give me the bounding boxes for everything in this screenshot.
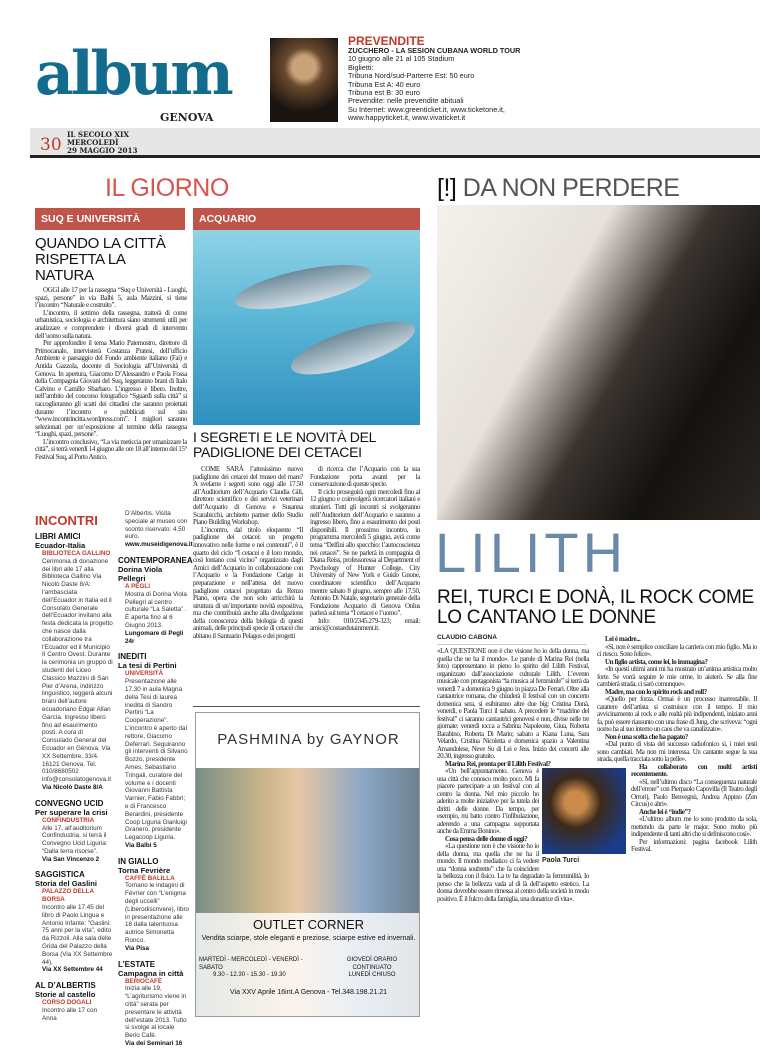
event-address: Lungomare di Pegli 24r <box>125 629 184 645</box>
paragraph: Info: 010/2345.279-323; email: amici@costaedutainment.it. <box>310 616 420 633</box>
event-text: Tornano le indagini di Févrìer con “L’enigma degli uccelli” (Liberodiscrivere), libro in presentazione alle 18 dalla talentuosa autrice Simonetta Ronco. <box>125 882 190 945</box>
event-listing <box>35 799 113 864</box>
event-title: Dorina Viola Pellegri <box>118 564 163 583</box>
paragraph: L’incontro, dal titolo eloquente “Il padiglione dei cetacei: un progetto innovativo nelle forme e nei contenuti”, è il quarto del ciclo “I cetacei e il loro mondo, così lontano così vicino” organizzato dagli Amici dell’Acquario in collaborazione con l’Acquario e la Fondazione Carige in preparazione e nell’attesa del nuovo padiglione cetacei progettato da Renzo Piano, opera che non solo arricchirà la struttura di un’importante novità espositiva, ma che contribuirà anche alla divulgazione della conoscenza della biologia di questi animali, delle principali specie di cetacei che abitano il Santuario Pelagos e dei progetti <box>193 525 303 641</box>
event-venue: CAFFÈ BALILLA <box>125 874 175 882</box>
event-category: L’ESTATE <box>118 959 156 969</box>
event-address: www.museidigenova.it <box>125 541 193 549</box>
interview-answer: «L’ultimo album me lo sono prodotto da sola, mettendo da parte le major. Sono molto più indipendente di tanti altri che si definiscono così». <box>631 815 757 838</box>
event-title: Ecuador-Italia <box>35 541 86 550</box>
prevendite-line: Prevendite: nelle prevendite abituali <box>348 96 464 106</box>
suq-headline: QUANDO LA CITTÀ RISPETTA LA NATURA <box>35 235 166 284</box>
event-text: Presentazione alle 17.30 in aula Magna della Tesi di laurea inedita di Sandro Pertini “La Cooperazione”. L’incontro è aperto dal rettore, Giacomo Deferrari. Seguiranno gli interventi di Silvano Bozzo, presidente Ames, Sebastiano Tringali, curatore del volume e i docenti Giovanni Battista Varnier, Fabio Fabbri; e di Francesco Berardini, presidente Coop Liguria Gianluigi Granero, presidente Legacoop Liguria. <box>125 678 188 842</box>
event-listing <box>35 870 113 974</box>
event-venue: CORSO DOGALI <box>42 999 92 1007</box>
suq-article <box>35 236 187 462</box>
interview-answer: «Sì, nell’ultimo disco “La conseguenza naturale dell’errore” con Pierpaolo Capovilla (Il Teatro degli Orrori), Paolo Benvegnù, Andrea Appino (Zen Circus) e altri». <box>631 777 757 808</box>
acquario-columns <box>193 466 420 641</box>
interview-question: Lei è madre... <box>605 635 641 643</box>
paola-turci-photo <box>542 768 626 854</box>
interview-question: Madre, ma con lo spirito rock and roll? <box>605 687 707 696</box>
event-address: Via Balbi 5 <box>125 841 157 849</box>
paragraph: COME SARÀ l’attesissimo nuovo padiglione dei cetacei del museo del mare? A svelarne i segreti sono oggi alle 17.50 all’Auditorium dell’Acquario Claudia Gili, direttore scientifico e dei servizi veterinari dell’Acquario di Genova e Susanna Scarabicchi, architetto partner dello Studio Piano Building Workshop. <box>193 465 303 527</box>
event-address: Via Pisa <box>125 944 150 952</box>
event-listing <box>118 555 193 645</box>
album-logo: album <box>35 39 231 109</box>
interview-question: Un figlio artista, come lei, lo immagina? <box>605 657 708 666</box>
event-venue: A PEGLI <box>125 582 150 590</box>
incontri-title: INCONTRI <box>35 513 98 528</box>
acquario-col-2 <box>310 466 420 641</box>
prevendite-line: Biglietti: <box>348 62 374 72</box>
event-listing <box>35 981 113 1022</box>
event-text: Inizia alle 19, “L’agriturismo viene in città” serata per presentare le attività dell’estate 2013. Tutto si svolge al locale Berio Café. <box>125 985 187 1040</box>
section-il-giorno: IL GIORNO <box>105 174 229 202</box>
event-category: SAGGISTICA <box>35 870 85 880</box>
event-listing <box>118 510 193 549</box>
incontri-col-1 <box>35 518 113 1023</box>
ad-hours-monday: LUNEDÌ CHIUSO <box>348 972 396 978</box>
event-listing <box>118 652 190 849</box>
lilith-kicker: LILITH <box>435 521 628 584</box>
interview-answer: «Dal punto di vista del successo radiofonico sì, i miei testi sono cambiati. Ma non mi interessa. Un cantante segue la sua strada, quella tracciata sotto la pelle». <box>597 740 757 763</box>
photo-caption: Paola Turci <box>542 856 586 865</box>
interview-answer: Per informazioni: pagina facebook Lilith Festival. <box>631 837 757 853</box>
acquario-headline: I SEGRETI E LE NOVITÀ DEL PADIGLIONE DEI CETACEI <box>193 429 376 460</box>
event-title: La tesi di Pertini <box>118 661 177 671</box>
logo-city: GENOVA <box>160 111 214 124</box>
ad-hours-days: MARTEDÌ - MERCOLEDÌ - VENERDÌ - SABATO <box>199 957 303 971</box>
dolphins-photo <box>193 230 420 425</box>
paragraph: L’incontro, il settimo della rassegna, tratterà di come urbanistica, sociologia e architettura siano strumenti utili per analizzare e comprendere i diversi gradi di intervento dell’uomo sulla natura. <box>35 308 187 340</box>
prevendite-line: Tribuna Est A: 40 euro <box>348 79 421 89</box>
event-title: Torna Fevrière <box>118 865 171 875</box>
prevendite-box <box>348 35 520 123</box>
prevendite-event: ZUCCHERO - LA SESION CUBANA WORLD TOUR <box>348 46 521 55</box>
article-intro: «LA QUESTIONE non è che visione ho io della donna, ma quella che ne ha il mondo». Le parole di Marina Rei (nella foto) rappresentano in pieno lo spirito del Lilith Festival, organizzato dall’associazione culturale Lilith. L’evento musicale con protagonista “la musica al femminile” si terrà da venerdì 7 a domenica 9 giugno in piazza De Ferrari. Oltre alla cantautrice romana, che chiuderà il festival con un concerto domenica sera, si esibiranno altre due big: Cristina Donà, venerdì, e Paola Turci il sabato. A precedere le “madrine del festival” ci saranno cantautrici genovesi e non, divise nelle tre giornate: venerdì tocca a Sabrina Napoleone, Giua, Roberta Barabino, Roberta Di Mario; sabato a Kiana Luna, Sara Velardo, Cristina Nicoletta e domenica spazio a Valentina Amandolese, Neve Su di Lei e Jess. Inizio dei concerti alle 20.30, ingresso gratuito. <box>437 647 589 760</box>
paragraph: L’incontro conclusivo, “La via meticcia per umanizzare la città”, si terrà venerdì 14 giugno alle ore 18 all’interno del 15° Festival Suq, al Porto Antico. <box>35 437 187 462</box>
ad-hours-right <box>324 957 420 980</box>
section-da-non-perdere <box>437 176 679 201</box>
event-listing <box>35 532 113 792</box>
event-title: Storie al castello <box>35 990 96 1000</box>
event-category: INEDITI <box>118 652 147 662</box>
paragraph: Per approfondire il tema Mario Paternostro, direttore di Primocanale, intervisterà Costanza Pratesi, dell’ufficio Ambiente e paesaggio del Fondo ambiente italiano (Fai) e Antida Gazzola, docente di Sociologia all’Università di Genova. In apertura, Giacomo D’Alessandro e Paola Fossa della Compagnia Giovani del Suq, leggeranno brani di Italo Calvino e Camillo Sbarbaro. L’ingresso è libero. Inoltre, nell’ambito del concorso fotografico “Sguardi sulla città” si raccoglieranno gli scatti dei cittadini che saranno proiettati durante l’incontro e pubblicati sul sito “www.incontrincitta.wordpress.com”. I migliori saranno selezionati per un’esposizione al termine della rassegna “Luoghi, spazi, persone”. <box>35 339 187 439</box>
event-text: Mostra di Dorina Viola Pellegri al centro culturale “La Saletta” . È aperta fino al 6 Giugno 2013. <box>125 590 187 629</box>
event-venue: CONFINDUSTRIA <box>42 816 95 824</box>
prevendite-title: PREVENDITE <box>348 34 425 48</box>
event-address: Via San Vincenzo 2 <box>42 855 100 863</box>
event-text: Cerimonia di donazione dei libri alle 17 alla Biblioteca Gallino Via Nicolò Daste 8/A: l’ambasciata dell’Ecuador in Italia ed il Consolato Generale dell’Ecuador invitano alla festa dedicata la progetto che nasce dalla collaborazione tra l’Ecuador ed il Municipio II Centro Ovest. Durante la cerimonia un gruppo di studenti del Liceo Classico Mazzini di San Pier d’Arena, indirizzo linguistico, leggerà alcuni brani dell’autore ecuadoriano Edgar Allan García. Ingresso libero fino ad esaurimento posti. A cura di Consulado General del Ecuador en Génova. Via XX Settembre, 33/4. 16121 Genova. Tel. 010/8680502 info@consolatogenova.it <box>42 557 113 784</box>
event-text: D’Albertis. Visita speciale al museo con sconto riservato: 4.50 euro. <box>125 510 188 541</box>
acquario-col-1 <box>193 466 303 641</box>
paragraph: Il ciclo proseguirà ogni mercoledì fino al 12 giugno e coinvolgerà ricercatori italiani e stranieri. Tutti gli incontri si svolgeranno nell’Auditorium dell’Acquario e saranno a ingresso libero, fino a esaurimento dei posti disponibili. Il prossimo incontro, in programma mercoledì 5 giugno, avrà come tema “Delfini allo specchio: l’autocoscienza nei cetacei”. Se ne parlerà in compagnia di Diana Reiss, professoressa al Department of Psychology of Hunter College, City University of New York e Guido Gnone, coordinatore scientifico dell’Acquario mentre sabato 8 giugno, sempre alle 17.50, Antonio Di Natale, segretario generale della Fondazione Acquario di Genova Onlus parlerà sul tema “I cetacei e l’uomo”. <box>310 487 420 618</box>
event-text: Incontro alle 17 con Anna <box>42 1007 97 1022</box>
interview-question: Anche lei è “indie”? <box>639 807 691 816</box>
divider <box>193 706 420 707</box>
prevendite-line: Su Internet: www.greenticket.it, www.ticketone.it, <box>348 104 505 114</box>
ad-hours-left <box>196 957 324 980</box>
event-listing <box>118 857 190 953</box>
ad-brand: PASHMINA by GAYNOR <box>217 731 400 748</box>
incontri-col-2 <box>118 510 193 1048</box>
ad-hours-thursday: GIOVEDÌ ORARIO CONTINUATO <box>346 957 398 971</box>
interview-question: Non è una scelta che ha pagato? <box>605 732 688 741</box>
paragraph: di ricerca che l’Acquario con la sua Fondazione porta avanti per la conservazione di queste specie. <box>310 465 420 489</box>
ad-tagline: Vendita sciarpe, stole eleganti e preziose, sciarpe estive ed invernali. <box>201 935 416 942</box>
tag-acquario: ACQUARIO <box>193 208 420 230</box>
interview-question: Marina Rei, pronta per il Lilith Festival? <box>445 759 551 768</box>
event-text: Alle 17, all’auditorium Confindustria, si terrà il Convegno Ucid Liguria: “Dalla terra risorse”. <box>42 824 108 855</box>
ad-address: Via XXV Aprile 16int.A Genova - Tel.348.198.21.21 <box>230 989 387 996</box>
paragraph: OGGI alle 17 per la rassegna “Suq e Università - Luoghi, spazi, persone” in via Balbi 5, aula Mazzini, si tiene l’incontro “Naturale e costruito”. <box>35 286 187 310</box>
suq-body <box>35 287 187 462</box>
ad-title: OUTLET CORNER <box>253 917 364 932</box>
marina-rei-photo <box>437 205 760 520</box>
prevendite-line: Tribuna Nord/sud-Parterre Est: 50 euro <box>348 71 475 81</box>
event-category: CONVEGNO UCID <box>35 798 104 808</box>
prevendite-line: Tribuna est B: 30 euro <box>348 88 420 98</box>
ad-hours-times: 9.30 - 12.30 - 15.30 - 19.30 <box>213 972 286 978</box>
event-venue: PALAZZO DELLA BORSA <box>42 888 94 904</box>
interview-answer: «In questi ultimi anni mi ha mostrato un’anima artistica molto forte. Se vorrà seguire le mie orme, lo aiuterò. Se alla fine cambierà strada, ci sarò comunque». <box>597 665 757 688</box>
interview-answer: «La questione non è che visione ho io della donna, ma quella che ne ha il mondo. Il mondo mediatico ci fa vedere una “donna soubrette” che fa coincidere la bellezza con il fisico. La tv ha degradato la femminilità. Io penso che la bellezza vada al di là dell’aspetto estetico. La donna dovrebbe essere rimessa al centro della società in modo positivo. È il fulcro della famiglia, una donatrice di vita». <box>437 842 589 903</box>
interview-answer: «Sì, non è semplice conciliare la carriera con mio figlio. Ma io ci riesco. Sono felice». <box>597 642 757 658</box>
event-address: Via Nicolò Daste 8/A <box>42 783 103 791</box>
event-category: AL D’ALBERTIS <box>35 981 96 991</box>
date: 29 MAGGIO 2013 <box>67 146 138 155</box>
masthead-band <box>30 128 760 158</box>
lilith-headline: REI, TURCI E DONÀ, IL ROCK COME LO CANTANO LE DONNE <box>437 587 754 628</box>
section-title: DA NON PERDERE <box>462 174 680 202</box>
event-category: IN GIALLO <box>118 856 159 866</box>
interview-answer: «Un bell’appuntamento. Genova è una città che conosco molto poco. Mi fa piacere partecipare a un festival con al centro la donna. Nel mio piccolo ho aderito a molte iniziative per la tutela dei diritti delle donne. Da tempo, per esempio, mi batto contro l’infibulazione, aderendo a una campagna supportata anche da Emma Bonino». <box>437 767 539 835</box>
interview-question: Ha collaborato con molti artisti recentemente. <box>631 762 757 778</box>
tag-suq: SUQ E UNIVERSITÀ <box>35 208 185 230</box>
exclamation-mark: [!] <box>437 174 457 202</box>
byline: CLAUDIO CABONA <box>437 634 587 645</box>
prevendite-line: 10 giugno alle 21 al 105 Stadium <box>348 54 455 64</box>
paper-name: IL SECOLO XIX <box>67 130 129 139</box>
event-text: Incontro alle 17.45 del libro di Paolo Lingua e Antonio Infante: “Gaslini: 75 anni per la vita”, edito da Rizzoli. Alla sala delle Grida del Palazzo della Borsa (Via XX Settembre 44). <box>42 904 113 966</box>
prevendite-line: www.happyticket.it, www.vivaticket.it <box>348 113 466 123</box>
event-address: Via dei Seminari 16 <box>125 1040 183 1048</box>
event-venue: BERIOCAFÈ <box>125 977 163 985</box>
event-category: LIBRI AMICI <box>35 532 81 541</box>
acquario-article <box>193 430 420 641</box>
interview-answer: «Quello per forza. Ormai è un processo inarrestabile. Il carattere dell’artista si costruisce con il tempo. Il mio avvicinamento al rock e alle realtà più indipendenti, iniziato anni fa, può essere riassunto con una frase di Jung, che scriveva: “ogni uomo ha al suo interno un caos che va canalizzato». <box>597 695 757 733</box>
event-venue: UNIVERSITÀ <box>125 670 164 678</box>
masthead <box>67 131 137 155</box>
event-category: CONTEMPORANEA <box>118 555 193 565</box>
weekday: MERCOLEDÌ <box>67 138 119 147</box>
event-title: Storia del Gaslini <box>35 879 98 889</box>
event-listing <box>118 960 190 1048</box>
event-address: Via XX Settembre 44 <box>42 966 103 974</box>
outlet-corner-ad <box>195 712 420 1017</box>
interview-question: Cosa pensa delle donne di oggi? <box>445 834 528 843</box>
event-title: Per superare la crisi <box>35 807 108 817</box>
event-title: Campagna in città <box>118 968 184 978</box>
zucchero-photo <box>270 38 338 122</box>
event-venue: BIBLIOTECA GALLINO <box>42 550 111 557</box>
page-number: 30 <box>40 135 62 155</box>
